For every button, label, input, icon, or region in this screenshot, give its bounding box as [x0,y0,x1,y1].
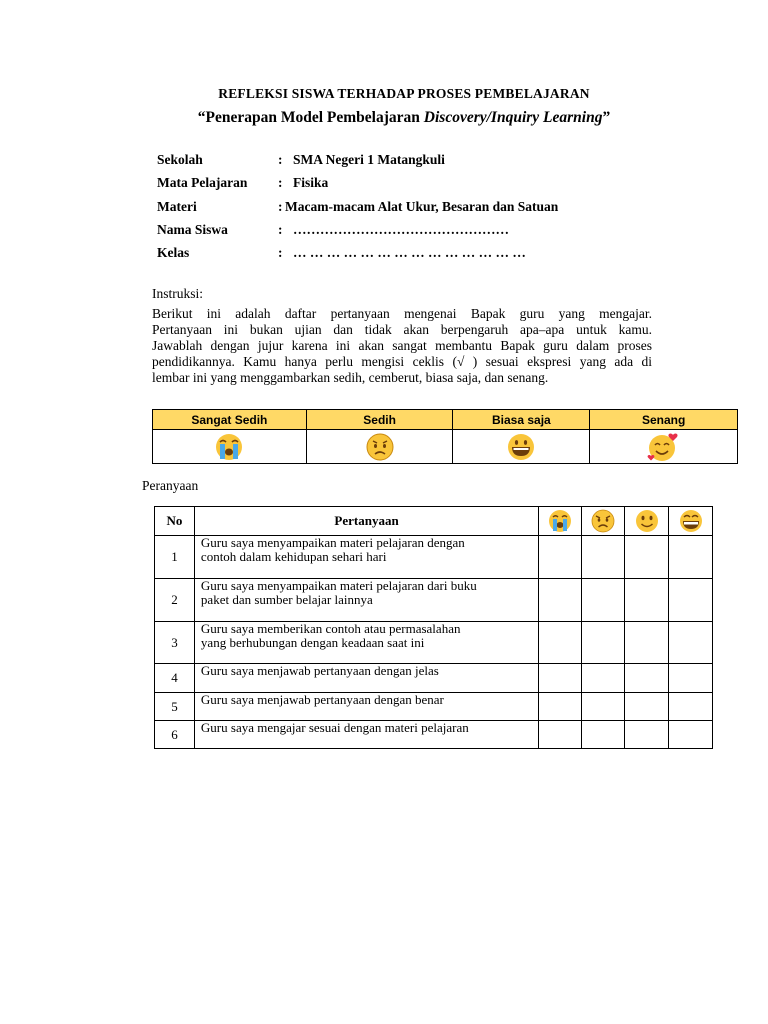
questions-label: Peranyaan [142,478,199,493]
info-label: Mata Pelajaran [157,175,248,191]
legend-cell [453,430,590,464]
question-line: contoh dalam kehidupan sehari hari [200,549,387,564]
rating-cell-sedih[interactable] [582,579,625,622]
legend-header-biasa-saja: Biasa saja [453,410,590,430]
subtitle-prefix: “Penerapan Model Pembelajaran [197,109,424,126]
question-text [194,664,538,693]
instructions-line: pendidikannya. Kamu hanya perlu mengisi ceklis (√ ) sesuai ekspresi yang ada di [152,354,652,369]
col-header-rating [625,507,669,536]
rating-cell-sedih[interactable] [582,693,625,721]
instructions-line: Berikut ini adalah daftar pertanyaan mengenai Bapak guru yang mengajar. [152,306,652,321]
legend-header-senang: Senang [590,410,738,430]
table-row [155,693,713,721]
info-value: Macam-macam Alat Ukur, Besaran dan Satuan [285,198,559,214]
table-row [155,536,713,579]
row-number: 3 [155,622,195,664]
row-number: 5 [155,693,195,721]
table-row [155,579,713,622]
rating-cell-sangat-sedih[interactable] [539,664,582,693]
class-fill-line[interactable]: … … … … … … … … … … … … … … [293,245,526,261]
crying-face-icon [547,509,573,533]
rating-cell-biasa-saja[interactable] [625,721,669,749]
info-colon: : [278,245,283,261]
question-text [194,693,538,721]
info-colon: : [278,152,283,167]
info-colon: : [278,198,283,214]
legend-cell [153,430,307,464]
instructions-line: Jawablah dengan jujur karena ini akan sangat membantu Bapak guru dalam proses [152,338,652,353]
question-line: Guru saya mengajar sesuai dengan materi pelajaran [200,720,469,735]
rating-cell-sangat-sedih[interactable] [539,622,582,664]
worried-face-icon [590,509,616,533]
col-header-rating [582,507,625,536]
rating-cell-sangat-sedih[interactable] [539,721,582,749]
slightly-smiling-face-icon [634,509,660,533]
rating-cell-sedih[interactable] [582,622,625,664]
legend-cell [306,430,453,464]
row-number: 2 [155,579,195,622]
questions-table [154,506,713,749]
info-value: SMA Negeri 1 Matangkuli [293,152,445,167]
question-text [194,622,538,664]
grinning-face-icon [678,509,704,533]
legend-cell [590,430,738,464]
document-subtitle [0,109,768,127]
info-label: Kelas [157,245,190,261]
crying-face-icon [212,432,246,462]
info-value: Fisika [293,175,329,191]
document-title: REFLEKSI SISWA TERHADAP PROSES PEMBELAJARAN [218,86,590,101]
question-line: Guru saya menjawab pertanyaan dengan jelas [200,663,439,678]
table-row [155,664,713,693]
grinning-face-icon [505,432,537,462]
rating-cell-senang[interactable] [669,664,713,693]
question-line: Guru saya memberikan contoh atau permasalahan [200,621,461,636]
rating-cell-biasa-saja[interactable] [625,622,669,664]
col-header-no: No [155,507,195,536]
col-header-question: Pertanyaan [194,507,538,536]
smiling-face-with-hearts-icon [646,431,682,463]
row-number: 1 [155,536,195,579]
question-line: paket dan sumber belajar lainnya [200,592,373,607]
instructions-paragraph [152,306,652,386]
row-number: 6 [155,721,195,749]
info-label: Sekolah [157,152,203,167]
rating-cell-senang[interactable] [669,579,713,622]
questions-header-row [155,507,713,536]
question-line: Guru saya menyampaikan materi pelajaran dari buku [200,578,477,593]
info-label: Materi [157,198,197,214]
subtitle-italic: Discovery/Inquiry Learning [423,109,603,126]
rating-cell-biasa-saja[interactable] [625,579,669,622]
sad-face-icon [364,432,396,462]
name-fill-line[interactable]: ………………………………………… [293,221,509,237]
legend-header-sedih: Sedih [306,410,453,430]
instructions-label: Instruksi: [152,286,204,301]
question-text [194,536,538,579]
rating-cell-sedih[interactable] [582,536,625,579]
rating-cell-sangat-sedih[interactable] [539,693,582,721]
rating-cell-sangat-sedih[interactable] [539,579,582,622]
info-label: Nama Siswa [157,221,228,237]
question-text [194,721,538,749]
question-line: Guru saya menyampaikan materi pelajaran dengan [200,535,465,550]
instructions-line: lembar ini yang menggambarkan sedih, cemberut, biasa saja, dan senang. [152,370,549,385]
info-colon: : [278,175,283,191]
subtitle-suffix: ” [602,109,611,126]
rating-cell-sedih[interactable] [582,664,625,693]
rating-cell-senang[interactable] [669,721,713,749]
legend-header-sangat-sedih: Sangat Sedih [153,410,307,430]
rating-cell-senang[interactable] [669,536,713,579]
col-header-rating [539,507,582,536]
col-header-rating [669,507,713,536]
rating-cell-biasa-saja[interactable] [625,664,669,693]
rating-cell-senang[interactable] [669,622,713,664]
emotion-legend-table [152,409,738,464]
rating-cell-biasa-saja[interactable] [625,693,669,721]
rating-cell-sedih[interactable] [582,721,625,749]
rating-cell-sangat-sedih[interactable] [539,536,582,579]
rating-cell-biasa-saja[interactable] [625,536,669,579]
table-row [155,622,713,664]
rating-cell-senang[interactable] [669,693,713,721]
question-text [194,579,538,622]
question-line: yang berhubungan dengan keadaan saat ini [200,635,425,650]
info-colon: : [278,221,283,237]
table-row [155,721,713,749]
row-number: 4 [155,664,195,693]
instructions-line: Pertanyaan ini bukan ujian dan tidak akan berpengaruh apa–apa untuk kamu. [152,322,652,337]
question-line: Guru saya menjawab pertanyaan dengan benar [200,692,444,707]
